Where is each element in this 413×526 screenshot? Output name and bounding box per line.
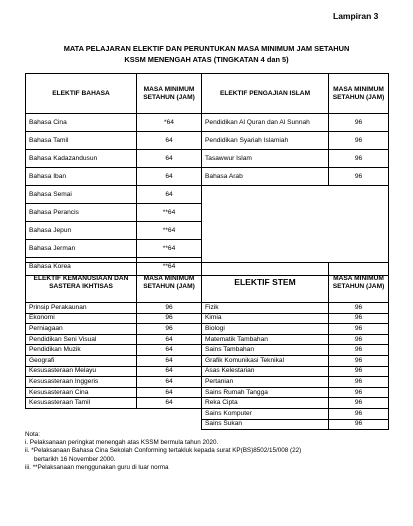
header-masa-minimum: MASA MINIMUM SETAHUN (JAM) (137, 263, 202, 303)
header-elektif-kemanusiaan: ELEKTIF KEMANUSIAAN DAN SASTERA IKHTISAS (26, 263, 137, 303)
header-masa-minimum: MASA MINIMUM SETAHUN (JAM) (329, 74, 389, 114)
hours-cell: 96 (329, 114, 389, 132)
subject-cell: Pendidikan Al Quran dan Al Sunnah (202, 114, 329, 132)
note-item-continuation: bertarikh 16 November 2000. (34, 455, 116, 463)
table-row (26, 377, 389, 388)
table-row (26, 345, 389, 356)
table-row (26, 334, 389, 345)
empty-cell (26, 419, 137, 430)
note-item: i. Pelaksanaan peringkat menengah atas KSSM bermula tahun 2020. (25, 439, 219, 447)
subject-cell: Tasawwur Islam (202, 150, 329, 168)
hours-cell: 96 (329, 419, 389, 430)
hours-cell: 64 (137, 387, 202, 398)
title-line-2: KSSM MENENGAH ATAS (TINGKATAN 4 dan 5) (124, 55, 289, 64)
empty-cell (137, 419, 202, 430)
elective-language-islamic-table (25, 73, 389, 276)
header-elektif-pengajian-islam: ELEKTIF PENGAJIAN ISLAM (202, 74, 329, 114)
hours-cell: *64 (137, 114, 202, 132)
title-line-1: MATA PELAJARAN ELEKTIF DAN PERUNTUKAN MASA MINIMUM JAM SETAHUN (63, 44, 350, 53)
table-row (26, 186, 389, 204)
notes-heading: Nota: (25, 431, 41, 438)
notes-section (25, 431, 395, 472)
table-row (26, 324, 389, 335)
subject-cell: Kesusasteraan Cina (26, 387, 137, 398)
hours-cell: 64 (137, 168, 202, 186)
hours-cell: **64 (137, 204, 202, 222)
subject-cell: Bahasa Korea (26, 258, 137, 276)
hours-cell: 96 (329, 408, 389, 419)
subject-cell: Bahasa Semai (26, 186, 137, 204)
subject-cell: Sains Sukan (202, 419, 329, 430)
table-row (26, 313, 389, 324)
note-item: ii. *Pelaksanaan Bahasa Cina Sekolah Conforming tertakluk kepada surat KP(BS)8502/15/008 (22) (25, 447, 302, 455)
subject-cell: Bahasa Tamil (26, 132, 137, 150)
subject-cell: Bahasa Jerman (26, 240, 137, 258)
empty-cell (26, 408, 137, 419)
empty-cell (137, 408, 202, 419)
subject-cell: Grafik Komunikasi Teknikal (202, 355, 329, 366)
elective-humanities-stem-table (25, 262, 389, 430)
hours-cell: 64 (137, 150, 202, 168)
subject-cell: Ekonomi (26, 313, 137, 324)
hours-cell: 96 (329, 303, 389, 314)
hours-cell: 64 (137, 366, 202, 377)
subject-cell: Kesusasteraan Inggeris (26, 377, 137, 388)
table-row (26, 132, 389, 150)
table-row (26, 355, 389, 366)
hours-cell: **64 (137, 258, 202, 276)
hours-cell: 64 (137, 345, 202, 356)
subject-cell: Kesusasteraan Melayu (26, 366, 137, 377)
table-row (26, 419, 389, 430)
table-row (26, 114, 389, 132)
hours-cell: **64 (137, 222, 202, 240)
subject-cell: Matematik Tambahan (202, 334, 329, 345)
subject-cell: Fizik (202, 303, 329, 314)
subject-cell: Bahasa Jepun (26, 222, 137, 240)
subject-cell: Sains Komputer (202, 408, 329, 419)
hours-cell: 64 (137, 186, 202, 204)
table-row (26, 303, 389, 314)
header-elektif-stem: ELEKTIF STEM (202, 263, 329, 303)
header-elektif-bahasa: ELEKTIF BAHASA (26, 74, 137, 114)
subject-cell: Bahasa Cina (26, 114, 137, 132)
hours-cell: 96 (329, 377, 389, 388)
hours-cell: 64 (137, 355, 202, 366)
subject-cell: Bahasa Iban (26, 168, 137, 186)
document-title (20, 43, 393, 65)
subject-cell: Pendidikan Muzik (26, 345, 137, 356)
hours-cell: 64 (137, 132, 202, 150)
subject-cell: Pendidikan Seni Visual (26, 334, 137, 345)
subject-cell: Pendidikan Syariah Islamiah (202, 132, 329, 150)
hours-cell: 96 (329, 313, 389, 324)
subject-cell: Sains Tambahan (202, 345, 329, 356)
hours-cell: 64 (137, 334, 202, 345)
hours-cell: 96 (137, 313, 202, 324)
table-row (26, 408, 389, 419)
subject-cell: Bahasa Kadazandusun (26, 150, 137, 168)
table-row (26, 387, 389, 398)
table-row (26, 398, 389, 409)
hours-cell: 96 (329, 324, 389, 335)
header-masa-minimum: MASA MINIMUM SETAHUN (JAM) (137, 74, 202, 114)
hours-cell: 96 (329, 334, 389, 345)
hours-cell: 96 (137, 324, 202, 335)
table-row (26, 366, 389, 377)
note-item: iii. **Pelaksanaan menggunakan guru di luar norma (25, 463, 169, 471)
table-row (26, 168, 389, 186)
hours-cell: **64 (137, 240, 202, 258)
hours-cell: 96 (329, 398, 389, 409)
subject-cell: Pertanian (202, 377, 329, 388)
subject-cell: Asas Kelestarian (202, 366, 329, 377)
hours-cell: 96 (329, 150, 389, 168)
table-row (26, 150, 389, 168)
subject-cell: Geografi (26, 355, 137, 366)
header-masa-minimum: MASA MINIMUM SETAHUN (JAM) (329, 263, 389, 303)
hours-cell: 96 (329, 168, 389, 186)
subject-cell: Perniagaan (26, 324, 137, 335)
subject-cell: Prinsip Perakaunan (26, 303, 137, 314)
hours-cell: 96 (329, 132, 389, 150)
hours-cell: 64 (137, 377, 202, 388)
subject-cell: Kesusasteraan Tamil (26, 398, 137, 409)
subject-cell: Kimia (202, 313, 329, 324)
hours-cell: 96 (329, 387, 389, 398)
subject-cell: Bahasa Perancis (26, 204, 137, 222)
hours-cell: 96 (329, 366, 389, 377)
hours-cell: 96 (329, 355, 389, 366)
subject-cell: Reka Cipta (202, 398, 329, 409)
appendix-label: Lampiran 3 (333, 11, 379, 21)
hours-cell: 64 (137, 398, 202, 409)
hours-cell: 96 (329, 345, 389, 356)
subject-cell: Biologi (202, 324, 329, 335)
hours-cell: 96 (137, 303, 202, 314)
subject-cell: Bahasa Arab (202, 168, 329, 186)
subject-cell: Sains Rumah Tangga (202, 387, 329, 398)
